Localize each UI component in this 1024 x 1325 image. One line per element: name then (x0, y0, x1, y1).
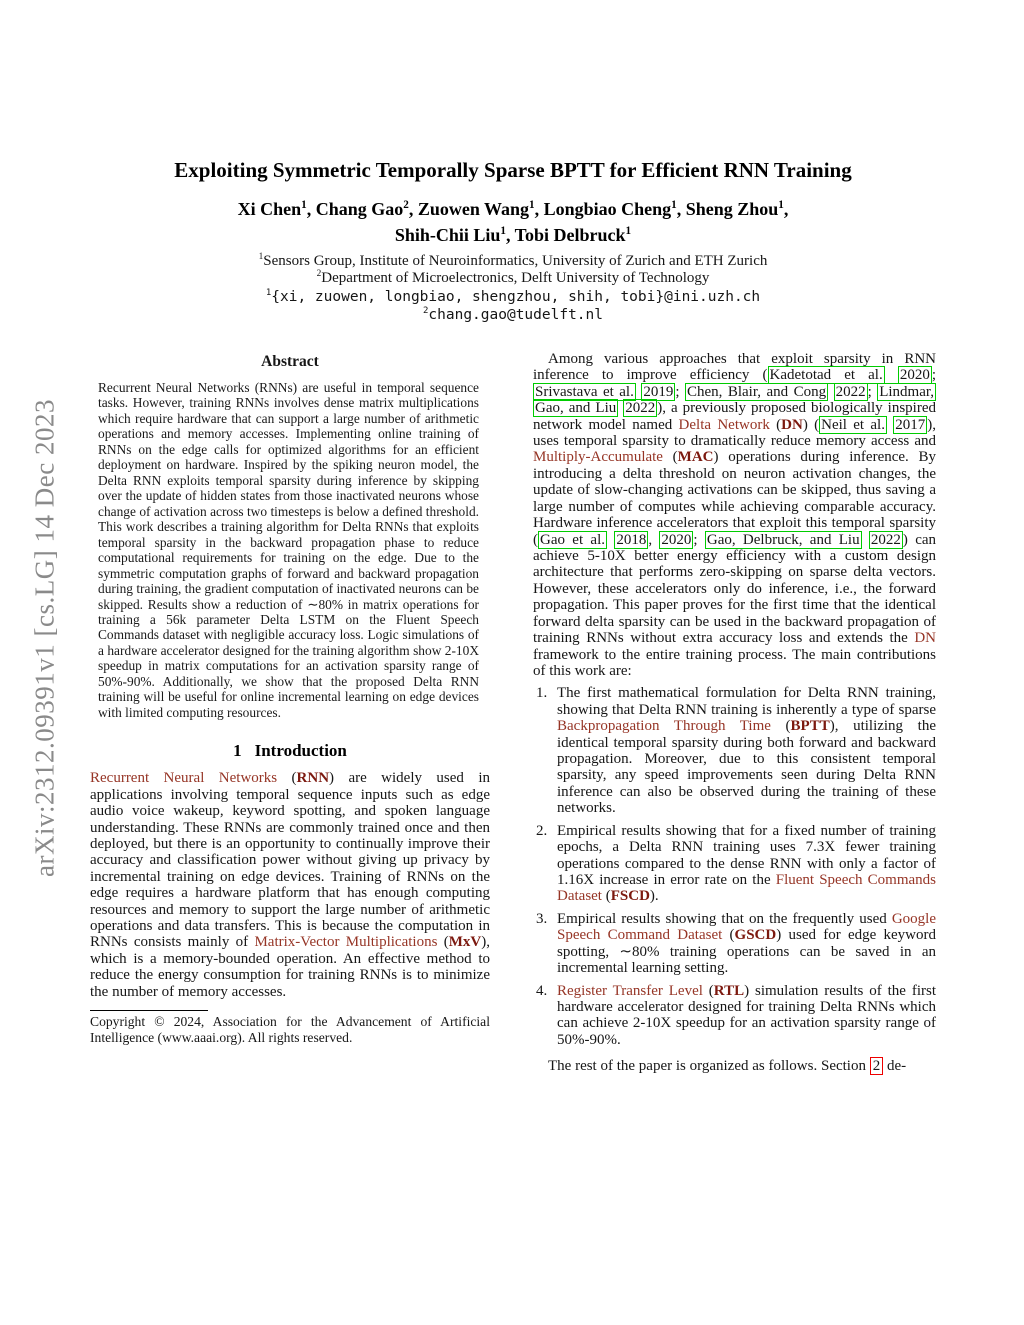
superscript: 1 (529, 199, 535, 211)
author-line-2 (90, 222, 936, 248)
text: ( (769, 416, 782, 433)
list-marker: 1. (536, 685, 548, 702)
text (885, 367, 898, 383)
text: ( (437, 934, 449, 951)
citation-link[interactable]: 2022 (870, 531, 901, 548)
text: , Tobi Delbruck (506, 225, 626, 246)
citation-link[interactable]: Chen, Blair, and Cong (686, 383, 827, 400)
text: ) ( (802, 416, 820, 433)
text: Empirical results showing that for a fixed number of training epochs, a Delta RNN training uses 7.3X fewer training operations compared to the dense RNN with only a factor of 1.16X increase in error rate on the (557, 822, 936, 889)
text: , Chang Gao (306, 199, 404, 219)
text: ( (702, 982, 714, 999)
section-ref-link[interactable]: 2 (870, 1057, 884, 1075)
author-line-1 (90, 196, 936, 222)
superscript: 1 (625, 225, 632, 238)
term-link[interactable]: Multiply-Accumulate (533, 449, 663, 466)
superscript: 1 (671, 199, 677, 211)
text: ) simulation results of the first hardware accelerator designed for training Delta RNNs which can achieve 2-10X speedup for an activation sparsity range of 50%-90%. (557, 982, 937, 1048)
text: {xi, zuowen, longbiao, shengzhou, shih, tobi}@ini.uzh.ch (271, 288, 761, 305)
acronym-link[interactable]: DN (781, 416, 803, 433)
term-link[interactable]: Register Transfer Level (557, 982, 703, 999)
affiliations (90, 253, 936, 288)
text: ) are widely used in applications involving temporal sequence inputs such as edge audio voice wakeup, keyword spotting, and spoken language understanding. These RNNs are commonly trained once and then deployed, but there is an opportunity to continually improve their accuracy and classification power without giving up privacy by incremental training on edge devices. Training of RNNs on the edge requires a hardware platform that has enough computing resources and memory to support the large number of arithmetic operations and data transfers. This is because the computation in RNNs consists mainly of (90, 770, 490, 951)
text: , (783, 199, 789, 219)
text: ). (649, 888, 659, 905)
text: Xi Chen (237, 199, 302, 219)
citation-link[interactable]: Srivastava et al. (535, 383, 634, 400)
body-paragraph (533, 351, 936, 679)
contribution-item-4 (533, 983, 936, 1049)
term-link[interactable]: Fluent Speech Commands Dataset (557, 872, 936, 905)
text: ( (770, 718, 791, 735)
text: ; (931, 367, 936, 384)
acronym-link[interactable]: MAC (677, 449, 714, 466)
author-emails (90, 288, 936, 324)
contribution-item-1 (533, 685, 936, 816)
section-number: 1 (233, 741, 242, 761)
citation-link[interactable]: Gao et al. (540, 531, 606, 548)
footnote-rule (90, 1010, 208, 1011)
superscript: 1 (301, 199, 307, 211)
text: ( (662, 449, 678, 466)
closing-paragraph (533, 1058, 936, 1074)
paper-content (90, 0, 936, 1075)
email-line-2 (90, 306, 936, 324)
author-list (90, 196, 936, 248)
citation-link[interactable]: 2022 (625, 400, 656, 417)
two-column-body (90, 351, 936, 1075)
email-line-1 (90, 288, 936, 306)
acronym-link[interactable]: MxV (448, 934, 482, 951)
paper-title: Exploiting Symmetric Temporally Sparse BPTT for Efficient RNN Training (174, 158, 852, 182)
list-marker: 4. (536, 982, 548, 999)
text: ), which is a memory-bounded operation. An effective method to reduce the energy consumption for training RNNs is to minimize the number of memory accesses. (90, 934, 491, 1000)
list-item-text (557, 685, 936, 816)
superscript: 1 (258, 252, 264, 263)
superscript: 1 (778, 199, 784, 211)
text: Shih-Chii Liu (394, 225, 501, 246)
copyright-footnote: Copyright © 2024, Association for the Advancement of Artificial Intelligence (www.aaai.org). All rights reserved. (90, 1014, 490, 1045)
citation-link[interactable]: Kadetotad et al. (769, 367, 883, 384)
text: ( (722, 927, 735, 944)
citation-link[interactable]: 2018 (616, 531, 647, 548)
text: , (648, 531, 660, 548)
term-link[interactable]: Google Speech Command Dataset (557, 910, 936, 944)
left-column (90, 351, 490, 1075)
term-link[interactable]: Delta Network (678, 416, 770, 433)
text: ), uses temporal sparsity to dramatically reduce memory access and (533, 416, 937, 450)
text: ( (277, 770, 297, 787)
text: Empirical results showing that on the frequently used (557, 910, 892, 927)
list-marker: 2. (536, 822, 548, 839)
text: ), utilizing the identical temporal sparsity during both forward and backward propagation. Moreover, due to this consistent temporal sparsity, any speed improvements seen during Delta RNN inference can also be observed during the training of these networks. (557, 718, 936, 817)
citation-link[interactable]: 2020 (899, 367, 930, 384)
text: ; (693, 531, 705, 548)
citation-link[interactable]: 2019 (643, 383, 674, 400)
acronym-link[interactable]: RNN (296, 770, 330, 787)
right-column (533, 351, 936, 1075)
text: The first mathematical formulation for Delta RNN training, showing that Delta RNN training is inherently a type of sparse (557, 685, 936, 718)
text: chang.gao@tudelft.nl (428, 306, 604, 323)
contribution-item-3 (533, 911, 936, 977)
text: Sensors Group, Institute of Neuroinformatics, University of Zurich and ETH Zurich (263, 253, 768, 270)
affiliation-line-1 (90, 253, 936, 270)
citation-link[interactable]: 2017 (895, 416, 926, 433)
section-heading-introduction (90, 741, 490, 761)
list-item-text (557, 983, 936, 1049)
text: Among various approaches that exploit sparsity in RNN inference to improve efficiency ( (533, 350, 936, 384)
list-item-text (557, 823, 936, 905)
text: Department of Microelectronics, Delft University of Technology (321, 270, 710, 287)
introduction-paragraph (90, 770, 490, 1000)
citation-link[interactable]: 2020 (661, 531, 692, 548)
list-item-text (557, 911, 936, 977)
text: ) can achieve 5-10X better energy efficiency with a custom design architecture that performs zero-skipping on sparse delta vectors. However, these accelerators only do inference, i.e., the forward propagation. This paper proves for the first time that the identical forward delta sparsity can be used in the backward propagation of training RNNs without extra accuracy loss and extends the (533, 531, 937, 647)
text: framework to the entire training process. The main contributions of this work are: (533, 646, 936, 679)
text: de- (883, 1058, 907, 1075)
citation-link[interactable]: Lindmar, Gao, and Liu (535, 383, 935, 417)
text: ; (675, 383, 685, 400)
contributions-list (533, 685, 936, 1048)
contribution-item-2 (533, 823, 936, 905)
superscript: 1 (500, 225, 506, 238)
term-link[interactable]: Recurrent Neural Networks (90, 770, 278, 787)
citation-link[interactable]: Neil et al. (821, 416, 885, 433)
superscript: 1 (265, 287, 272, 298)
acronym-link[interactable]: FSCD (610, 888, 650, 905)
arxiv-watermark: arXiv:2312.09391v1 [cs.LG] 14 Dec 2023 (29, 399, 60, 877)
affiliation-line-2 (90, 270, 936, 287)
superscript: 2 (316, 269, 322, 280)
text: , Longbiao Cheng (534, 199, 672, 219)
acronym-link[interactable]: BPTT (790, 718, 830, 735)
superscript: 2 (403, 199, 409, 211)
text: ) used for edge keyword spotting, ∼80% training operations can be saved in an incremental learning setting. (557, 927, 937, 977)
term-link[interactable]: Matrix-Vector Multiplications (254, 934, 438, 951)
text (862, 532, 869, 548)
section-title: Introduction (254, 741, 347, 761)
citation-link[interactable]: 2022 (835, 383, 866, 400)
text (828, 384, 833, 400)
text: , Sheng Zhou (676, 199, 779, 219)
text: , Zuowen Wang (408, 199, 530, 219)
acronym-link[interactable]: GSCD (734, 927, 777, 944)
term-link[interactable]: Backpropagation Through Time (557, 718, 771, 735)
text: ) operations during inference. By introducing a delta threshold on neuron activation changes, the update of slow-changing activations can be skipped, thus saving a large number of computes while achieving comparable accuracy. Hardware inference accelerators that exploit this temporal sparsity ( (533, 449, 936, 548)
citation-link[interactable]: Gao, Delbruck, and Liu (706, 531, 860, 548)
term-link[interactable]: DN (914, 630, 936, 647)
abstract-text: Recurrent Neural Networks (RNNs) are useful in temporal sequence tasks. However, training RNNs involves dense matrix multiplications which require hardware that can support a large number of arithmetic operations and memory accesses. Implementing online training of RNNs on the edge calls for optimized algorithms for an efficient deployment on hardware. Inspired by the spiking neuron model, the Delta RNN exploits temporal sparsity during inference by skipping over the update of hidden states from those inactivated neurons whose change of activation across two timesteps is below a defined threshold. This work describes a training algorithm for Delta RNNs that exploits temporal sparsity in the backward propagation phase to reduce computational requirements for training on the edge. Due to the symmetric computation graphs of forward and backward propagation during training, the gradient computation of inactivated neurons can be skipped. Results show a reduction of ∼80% in matrix operations for training a 56k parameter Delta LSTM on the Fluent Speech Commands dataset with negligible accuracy loss. Logic simulations of a hardware accelerator designed for the training algorithm show 2-10X speedup in matrix computations for an activation sparsity range of 50%-90%. Additionally, we show that the proposed Delta RNN training will be useful for online incremental learning on edge devices with limited computing resources. (98, 379, 479, 720)
abstract-heading: Abstract (261, 352, 319, 370)
acronym-link[interactable]: RTL (713, 982, 745, 999)
text: ( (601, 888, 611, 905)
text: The rest of the paper is organized as follows. Section (548, 1058, 870, 1075)
text: ), a previously proposed biologically inspired network model named (533, 400, 937, 433)
text: ; (867, 383, 878, 400)
list-marker: 3. (536, 910, 548, 927)
superscript: 2 (422, 305, 429, 316)
